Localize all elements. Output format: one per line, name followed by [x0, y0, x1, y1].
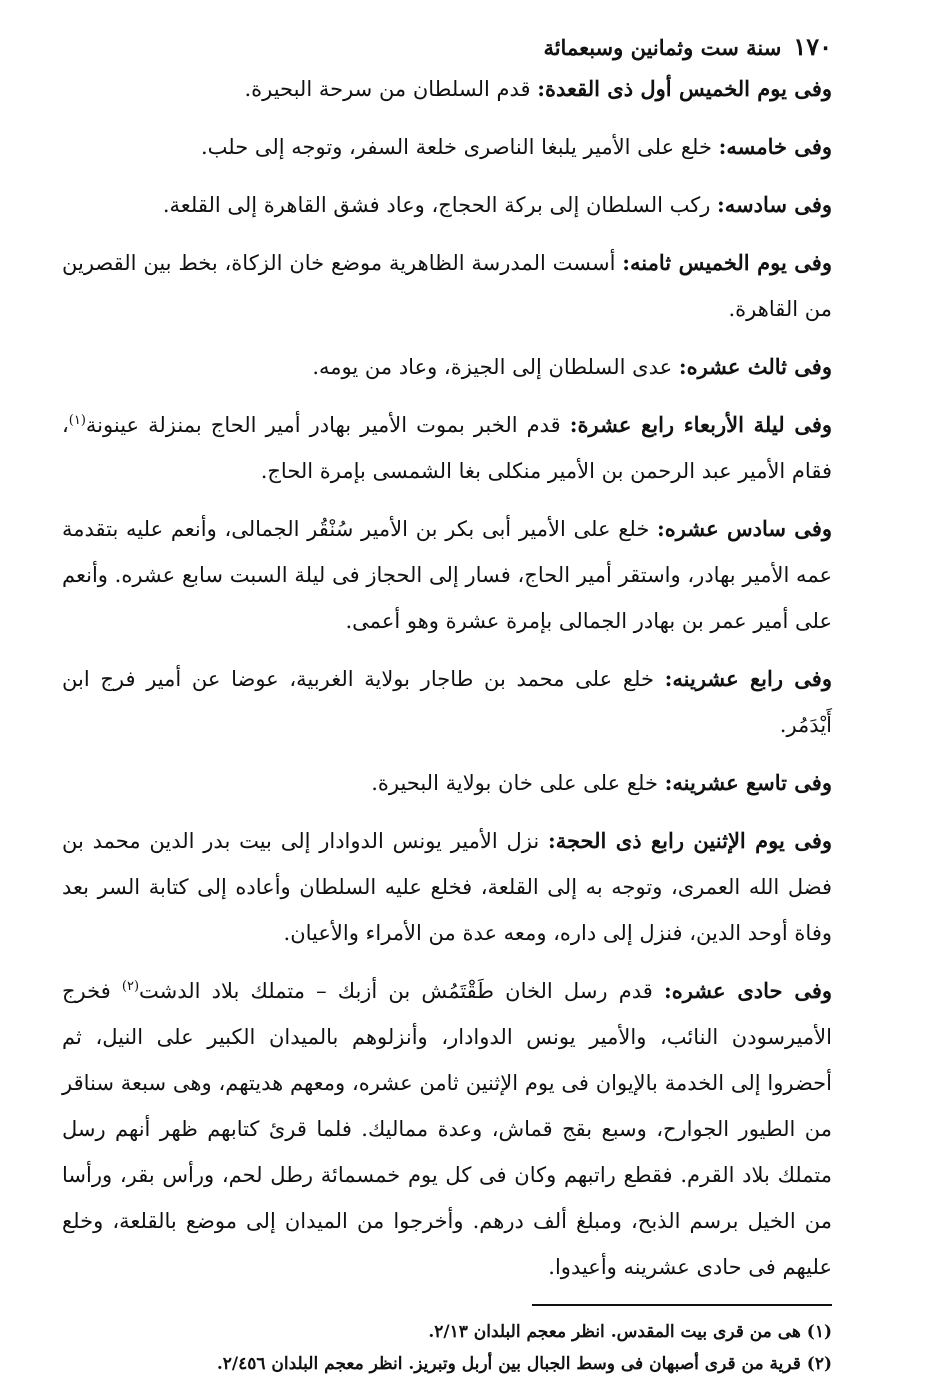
chronicle-entries [62, 66, 832, 1290]
entry-date-heading: وفى سادس عشره: [657, 516, 832, 541]
footnote-2: (٢) قرية من قرى أصبهان فى وسط الجبال بين أربل وتبريز. انظر معجم البلدان ٢/٤٥٦. [216, 1354, 832, 1374]
page-header [62, 30, 832, 66]
chronicle-entry [62, 66, 832, 112]
chronicle-entry [62, 124, 832, 170]
entry-text: أسست المدرسة الظاهرية موضع خان الزكاة، بخط بين القصرين من القاهرة. [62, 251, 832, 321]
entry-date-heading: وفى ثالث عشره: [678, 354, 832, 379]
chronicle-entry [62, 506, 832, 644]
running-title: سنة ست وثمانين وسبعمائة [543, 35, 782, 60]
entry-text: قدم الخبر بموت الأمير بهادر أمير الحاج بمنزلة عينونة [85, 413, 570, 437]
footnote-1: (١) هى من قرى بيت المقدس. انظر معجم البلدان ٢/١٣. [428, 1322, 832, 1342]
entry-date-heading: وفى حادى عشره: [663, 978, 832, 1003]
chronicle-entry [62, 182, 832, 228]
book-page [62, 30, 832, 1380]
entry-date-heading: وفى تاسع عشرينه: [664, 770, 832, 795]
entry-date-heading: وفى خامسه: [718, 134, 832, 159]
entry-text-continued: فخرج الأميرسودن النائب، والأمير يونس الدوادار، وأنزلوهم بالميدان الكبير على النيل، ثم أحضروا إلى الخدمة بالإيوان فى يوم الإثنين ثامن عشره، ومعهم هديتهم، وهى سبعة سناقر من الطيور الجوارح، وسبع بقج قماش، وعدة مماليك. فلما قرئ كتابهم ظهر أنهم رسل متملك بلاد القرم. فقطع راتبهم وكان فى كل يوم خمسمائة رطل لحم، ورأس بقر، ورأسا من الخيل برسم الذبح، ومبلغ ألف درهم. وأخرجوا من الميدان إلى موضع بالقلعة، وخلع عليهم فى حادى عشرينه وأعيدوا. [62, 979, 832, 1279]
entry-text: نزل الأمير يونس الدوادار إلى بيت بدر الدين محمد بن فضل الله العمرى، وتوجه به إلى القلعة، فخلع عليه السلطان وأعاده إلى كتابة السر بعد وفاة أوحد الدين، فنزل إلى داره، ومعه عدة من الأمراء والأعيان. [62, 829, 832, 945]
chronicle-entry [62, 968, 832, 1290]
footnote-reference: (٢) [121, 979, 140, 994]
page-number: ١٧٠ [793, 32, 832, 61]
entry-date-heading: وفى يوم الخميس ثامنه: [622, 250, 832, 275]
entry-text-continued: ، فقام الأمير عبد الرحمن بن الأمير منكلى بغا الشمسى بإمرة الحاج. [62, 413, 832, 483]
entry-date-heading: وفى رابع عشرينه: [664, 666, 832, 691]
entry-text: قدم السلطان من سرحة البحيرة. [244, 77, 538, 101]
chronicle-entry [62, 656, 832, 748]
footnote-reference: (١) [68, 413, 86, 428]
footnote-separator [532, 1304, 832, 1306]
entry-text: خلع على الأمير يلبغا الناصرى خلعة السفر، وتوجه إلى حلب. [200, 135, 719, 159]
entry-text: ركب السلطان إلى بركة الحجاج، وعاد فشق القاهرة إلى القلعة. [162, 193, 718, 217]
entry-text: عدى السلطان إلى الجيزة، وعاد من يومه. [312, 355, 679, 379]
entry-date-heading: وفى يوم الخميس أول ذى القعدة: [537, 76, 832, 101]
entry-date-heading: وفى سادسه: [717, 192, 832, 217]
chronicle-entry [62, 344, 832, 390]
entry-date-heading: وفى يوم الإثنين رابع ذى الحجة: [547, 828, 832, 853]
chronicle-entry [62, 760, 832, 806]
entry-text: خلع على الأمير أبى بكر بن الأمير سُنْقُر الجمالى، وأنعم عليه بتقدمة عمه الأمير بهادر، واستقر أمير الحاج، فسار إلى الحجاز فى ليلة السبت سابع عشره. وأنعم على أمير عمر بن بهادر الجمالى بإمرة عشرة وهو أعمى. [62, 517, 832, 633]
entry-text: خلع على على خان بولاية البحيرة. [371, 771, 665, 795]
chronicle-entry [62, 818, 832, 956]
entry-text: قدم رسل الخان طَقْتَمُش بن أزبك – متملك بلاد الدشت [139, 979, 664, 1003]
entry-text: خلع على محمد بن طاجار بولاية الغربية، عوضا عن أمير فرج ابن أَيْدَمُر. [62, 667, 832, 737]
chronicle-entry [62, 402, 832, 494]
entry-date-heading: وفى ليلة الأربعاء رابع عشرة: [569, 412, 833, 437]
chronicle-entry [62, 240, 832, 332]
